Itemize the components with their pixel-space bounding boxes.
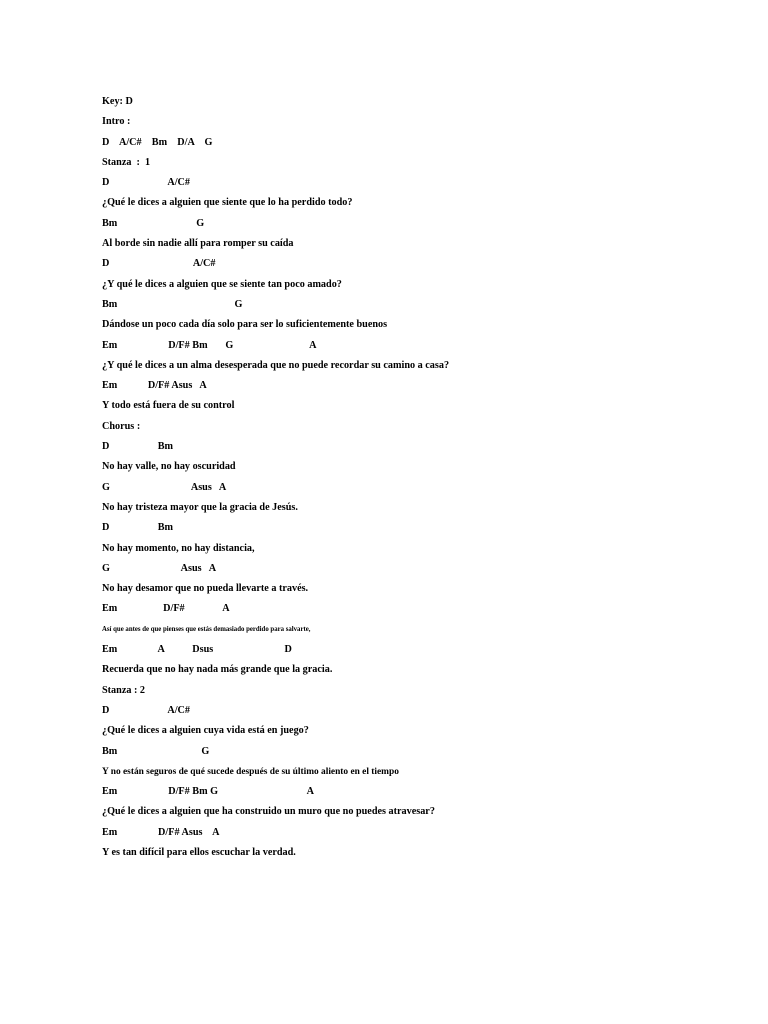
chord-line: D A/C#: [102, 258, 216, 270]
chorus-label: Chorus :: [102, 420, 141, 432]
intro-label: Intro :: [102, 116, 131, 128]
lyric-line: Y todo está fuera de su control: [102, 400, 235, 412]
chord-line: D Bm: [102, 522, 174, 534]
chord-line: D A/C#: [102, 704, 191, 716]
chord-line: Em A Dsus D: [102, 644, 292, 656]
stanza-2-label: Stanza : 2: [102, 684, 146, 696]
lyric-line: ¿Qué le dices a alguien que ha construido un muro que no puedes atravesar?: [102, 806, 435, 818]
lyric-line: ¿Y qué le dices a un alma desesperada que no puede recordar su camino a casa?: [102, 359, 450, 371]
stanza-1-label: Stanza : 1: [102, 156, 151, 168]
lyric-line: No hay tristeza mayor que la gracia de Jesús.: [102, 501, 298, 513]
chord-line: D A/C#: [102, 177, 191, 189]
lyric-line: Dándose un poco cada día solo para ser lo suficientemente buenos: [102, 319, 388, 331]
lyric-line: Y es tan difícil para ellos escuchar la verdad.: [102, 846, 296, 858]
song-sheet: [102, 94, 722, 865]
lyric-line-small: Así que antes de que pienses que estás demasiado perdido para salvarte,: [102, 625, 311, 633]
lyric-line: Al borde sin nadie allí para romper su caída: [102, 238, 294, 250]
chord-line: D Bm: [102, 441, 174, 453]
lyric-line: Recuerda que no hay nada más grande que la gracia.: [102, 664, 333, 676]
chord-line: Em D/F# Asus A: [102, 380, 207, 392]
lyric-line: ¿Qué le dices a alguien que siente que lo ha perdido todo?: [102, 197, 353, 209]
lyric-line: No hay momento, no hay distancia,: [102, 542, 255, 554]
chord-line: Em D/F# Bm G A: [102, 786, 314, 798]
lyric-line: ¿Y qué le dices a alguien que se siente tan poco amado?: [102, 278, 342, 290]
lyric-line: No hay desamor que no pueda llevarte a través.: [102, 583, 309, 595]
lyric-line: Y no están seguros de qué sucede después de su último aliento en el tiempo: [102, 766, 399, 777]
chord-line: Em D/F# Asus A: [102, 826, 220, 838]
chord-line: G Asus A: [102, 481, 227, 493]
chord-line: Bm G: [102, 745, 210, 757]
lyric-line: No hay valle, no hay oscuridad: [102, 461, 236, 473]
chord-line: Bm G: [102, 298, 243, 310]
key-label: Key: D: [102, 96, 133, 107]
chord-line: Em D/F# A: [102, 603, 230, 615]
chord-line: G Asus A: [102, 562, 217, 574]
chord-line: Em D/F# Bm G A: [102, 339, 317, 351]
chord-line: D A/C# Bm D/A G: [102, 136, 213, 148]
chord-line: Bm G: [102, 217, 205, 229]
lyric-line: ¿Qué le dices a alguien cuya vida está en juego?: [102, 725, 309, 737]
